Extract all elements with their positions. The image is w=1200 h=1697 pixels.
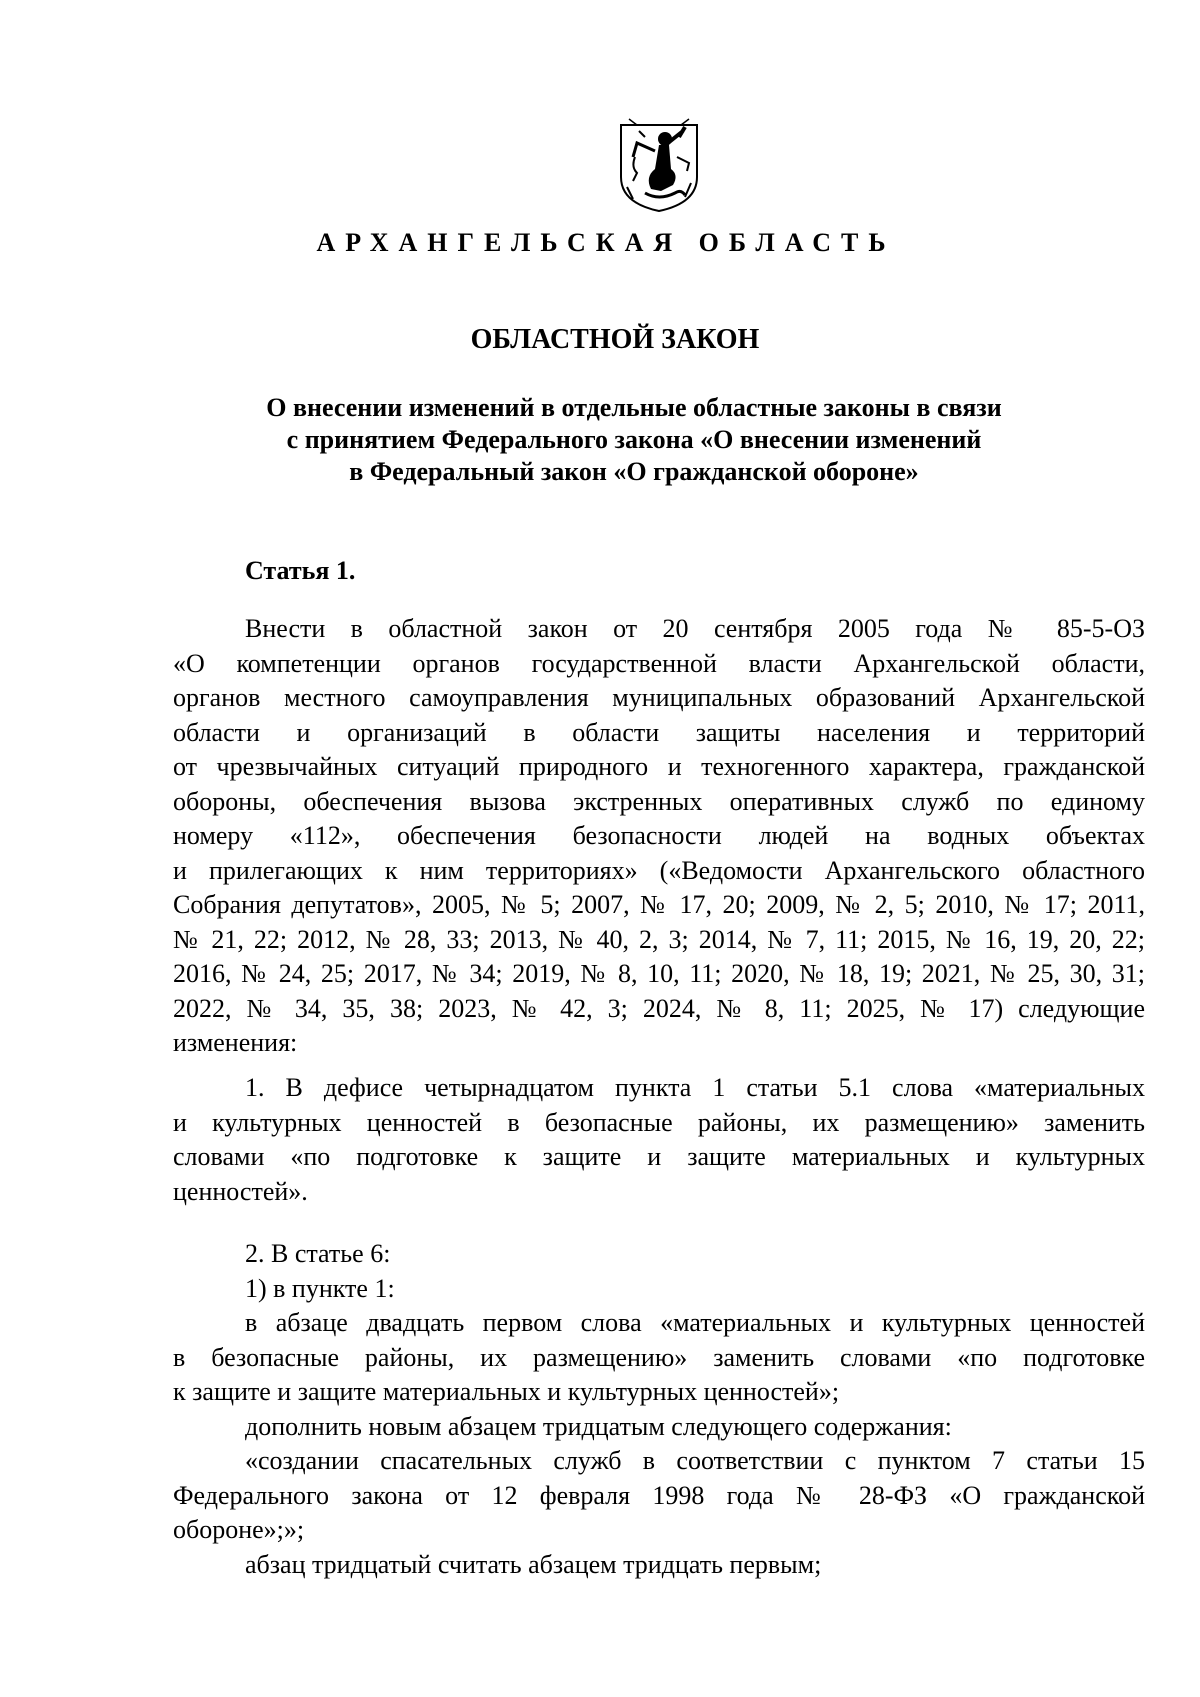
text-line: и культурных ценностей в безопасные районы, их размещению» заменить: [173, 1107, 1145, 1137]
law-title-line: с принятием Федерального закона «О внесении изменений: [286, 425, 982, 454]
text-line: в безопасные районы, их размещению» заменить словами «по подготовке: [173, 1342, 1145, 1372]
text-line: абзац тридцатый считать абзацем тридцать первым;: [245, 1549, 822, 1579]
text-line: области и организаций в области защиты населения и территорий: [173, 717, 1145, 747]
text-line: номеру «112», обеспечения безопасности людей на водных объектах: [173, 821, 1145, 850]
article-intro: [173, 612, 1145, 1061]
text-line: обороне»;»;: [173, 1515, 305, 1544]
coat-of-arms-icon: [615, 117, 703, 215]
text-line: «создании спасательных служб в соответствии с пунктом 7 статьи 15: [245, 1446, 1145, 1475]
article-heading: Статья 1.: [245, 556, 356, 585]
text-line: 2016, № 24, 25; 2017, № 34; 2019, № 8, 10, 11; 2020, № 18, 19; 2021, № 25, 30, 31;: [173, 959, 1145, 988]
text-line: и прилегающих к ним территориях» («Ведомости Архангельского областного: [173, 855, 1145, 885]
law-title: [160, 392, 1060, 488]
amendment-item-2: [173, 1237, 1145, 1582]
text-line: Собрания депутатов», 2005, № 5; 2007, № 17, 20; 2009, № 2, 5; 2010, № 17; 2011,: [173, 890, 1145, 919]
text-line: 2022, № 34, 35, 38; 2023, № 42, 3; 2024, № 8, 11; 2025, № 17) следующие: [173, 993, 1145, 1023]
law-title-line: О внесении изменений в отдельные областные законы в связи: [266, 393, 1002, 422]
text-line: № 21, 22; 2012, № 28, 33; 2013, № 40, 2, 3; 2014, № 7, 11; 2015, № 16, 19, 20, 22;: [173, 924, 1145, 954]
text-line: «О компетенции органов государственной власти Архангельской области,: [173, 648, 1145, 678]
text-line: дополнить новым абзацем тридцатым следующего содержания:: [245, 1411, 952, 1441]
text-line: к защите и защите материальных и культурных ценностей»;: [173, 1377, 840, 1406]
item-heading: 2. В статье 6:: [245, 1239, 391, 1268]
law-type: ОБЛАСТНОЙ ЗАКОН: [470, 324, 760, 355]
amendment-item-1: [173, 1071, 1145, 1209]
text-line: органов местного самоуправления муниципальных образований Архангельской: [173, 683, 1145, 712]
text-line: Внести в областной закон от 20 сентября 2005 года № 85-5-ОЗ: [245, 614, 1145, 643]
text-line: в абзаце двадцать первом слова «материальных и культурных ценностей: [245, 1308, 1145, 1337]
text-line: 1. В дефисе четырнадцатом пункта 1 статьи 5.1 слова «материальных: [245, 1073, 1145, 1102]
text-line: словами «по подготовке к защите и защите материальных и культурных: [173, 1142, 1145, 1171]
text-line: от чрезвычайных ситуаций природного и техногенного характера, гражданской: [173, 752, 1145, 781]
text-line: ценностей».: [173, 1176, 308, 1206]
text-line: Федерального закона от 12 февраля 1998 года № 28-ФЗ «О гражданской: [173, 1480, 1145, 1510]
region-name: АРХАНГЕЛЬСКАЯ ОБЛАСТЬ: [316, 228, 896, 257]
text-line: изменения:: [173, 1028, 298, 1057]
text-line: обороны, обеспечения вызова экстренных оперативных служб по единому: [173, 786, 1145, 816]
law-title-line: в Федеральный закон «О гражданской обороне»: [349, 457, 919, 486]
subitem-heading: 1) в пункте 1:: [245, 1273, 395, 1303]
